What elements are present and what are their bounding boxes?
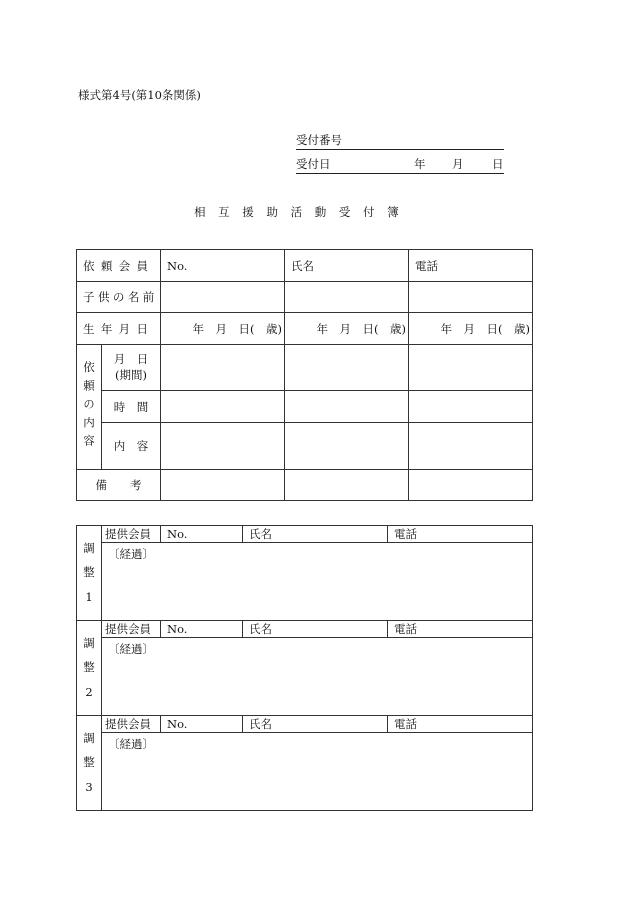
progress-label-2: 〔経過〕 bbox=[108, 642, 154, 656]
receipt-day: 日 bbox=[492, 157, 504, 171]
provider-label-1: 提供会員 bbox=[102, 526, 161, 543]
progress-label-3: 〔経過〕 bbox=[108, 737, 154, 751]
request-member-name[interactable] bbox=[285, 250, 409, 282]
phone-label: 電話 bbox=[394, 717, 417, 731]
provider-label-3: 提供会員 bbox=[102, 716, 161, 733]
remarks-field-3[interactable] bbox=[409, 470, 533, 501]
child-name-field-1[interactable] bbox=[161, 282, 285, 313]
detail-label: 内 容 bbox=[102, 423, 161, 470]
name-label: 氏名 bbox=[249, 622, 272, 636]
adjustment-1-number: 1 bbox=[85, 589, 93, 604]
adjustment-1-char-2: 整 bbox=[83, 565, 95, 580]
birth-field-3[interactable]: 年 月 日( 歳) bbox=[409, 313, 533, 345]
adjustment-2-char-2: 整 bbox=[83, 660, 95, 675]
provider-phone-1[interactable] bbox=[388, 526, 533, 543]
date-field-1[interactable] bbox=[161, 345, 285, 391]
birth-field-2[interactable]: 年 月 日( 歳) bbox=[285, 313, 409, 345]
progress-field-1[interactable] bbox=[102, 543, 533, 621]
detail-field-1[interactable] bbox=[161, 423, 285, 470]
date-period-label bbox=[102, 345, 161, 391]
receipt-number-line[interactable] bbox=[296, 135, 504, 150]
adjustment-3-label bbox=[77, 716, 102, 811]
birth-label: 生年月日 bbox=[77, 313, 161, 345]
no-label: No. bbox=[167, 527, 188, 541]
receipt-number-label: 受付番号 bbox=[296, 133, 342, 147]
receipt-date-line[interactable] bbox=[296, 159, 504, 174]
adjustment-3-number: 3 bbox=[85, 779, 93, 794]
adjustment-3-char-1: 調 bbox=[83, 730, 95, 745]
detail-field-3[interactable] bbox=[409, 423, 533, 470]
name-label: 氏名 bbox=[291, 258, 314, 273]
phone-label: 電話 bbox=[394, 527, 417, 541]
adjustment-table bbox=[76, 525, 533, 811]
request-member-label: 依頼会員 bbox=[77, 250, 161, 282]
child-name-field-2[interactable] bbox=[285, 282, 409, 313]
time-field-1[interactable] bbox=[161, 391, 285, 423]
remarks-field-2[interactable] bbox=[285, 470, 409, 501]
page-title: 相互援助活動受付簿 bbox=[194, 205, 412, 219]
adjustment-2-char-1: 調 bbox=[83, 635, 95, 650]
provider-phone-2[interactable] bbox=[388, 621, 533, 638]
period-label: (期間) bbox=[115, 367, 147, 382]
request-table bbox=[76, 249, 533, 501]
phone-label: 電話 bbox=[415, 258, 438, 273]
form-number: 様式第4号(第10条関係) bbox=[78, 88, 201, 102]
receipt-month: 月 bbox=[452, 157, 464, 171]
provider-name-2[interactable] bbox=[243, 621, 388, 638]
progress-field-2[interactable] bbox=[102, 638, 533, 716]
request-member-phone[interactable] bbox=[409, 250, 533, 282]
provider-no-2[interactable] bbox=[161, 621, 243, 638]
date-field-3[interactable] bbox=[409, 345, 533, 391]
remarks-field-1[interactable] bbox=[161, 470, 285, 501]
receipt-year: 年 bbox=[414, 157, 426, 171]
no-label: No. bbox=[167, 258, 188, 273]
request-member-no[interactable] bbox=[161, 250, 285, 282]
request-content-label: 依頼の内容 bbox=[77, 345, 102, 470]
child-name-field-3[interactable] bbox=[409, 282, 533, 313]
provider-no-1[interactable] bbox=[161, 526, 243, 543]
detail-field-2[interactable] bbox=[285, 423, 409, 470]
birth-field-1[interactable]: 年 月 日( 歳) bbox=[161, 313, 285, 345]
adjustment-2-number: 2 bbox=[85, 684, 93, 699]
date-label: 月 日 bbox=[113, 351, 149, 366]
adjustment-1-char-1: 調 bbox=[83, 540, 95, 555]
child-name-label: 子供の名前 bbox=[77, 282, 161, 313]
time-label: 時 間 bbox=[102, 391, 161, 423]
name-label: 氏名 bbox=[249, 527, 272, 541]
provider-name-3[interactable] bbox=[243, 716, 388, 733]
adjustment-2-label bbox=[77, 621, 102, 716]
no-label: No. bbox=[167, 622, 188, 636]
time-field-2[interactable] bbox=[285, 391, 409, 423]
adjustment-1-label bbox=[77, 526, 102, 621]
name-label: 氏名 bbox=[249, 717, 272, 731]
receipt-date-label: 受付日 bbox=[296, 157, 331, 171]
provider-phone-3[interactable] bbox=[388, 716, 533, 733]
progress-label-1: 〔経過〕 bbox=[108, 547, 154, 561]
time-field-3[interactable] bbox=[409, 391, 533, 423]
date-field-2[interactable] bbox=[285, 345, 409, 391]
phone-label: 電話 bbox=[394, 622, 417, 636]
no-label: No. bbox=[167, 717, 188, 731]
provider-label-2: 提供会員 bbox=[102, 621, 161, 638]
provider-no-3[interactable] bbox=[161, 716, 243, 733]
remarks-label: 備 考 bbox=[77, 470, 161, 501]
adjustment-3-char-2: 整 bbox=[83, 755, 95, 770]
provider-name-1[interactable] bbox=[243, 526, 388, 543]
progress-field-3[interactable] bbox=[102, 733, 533, 811]
